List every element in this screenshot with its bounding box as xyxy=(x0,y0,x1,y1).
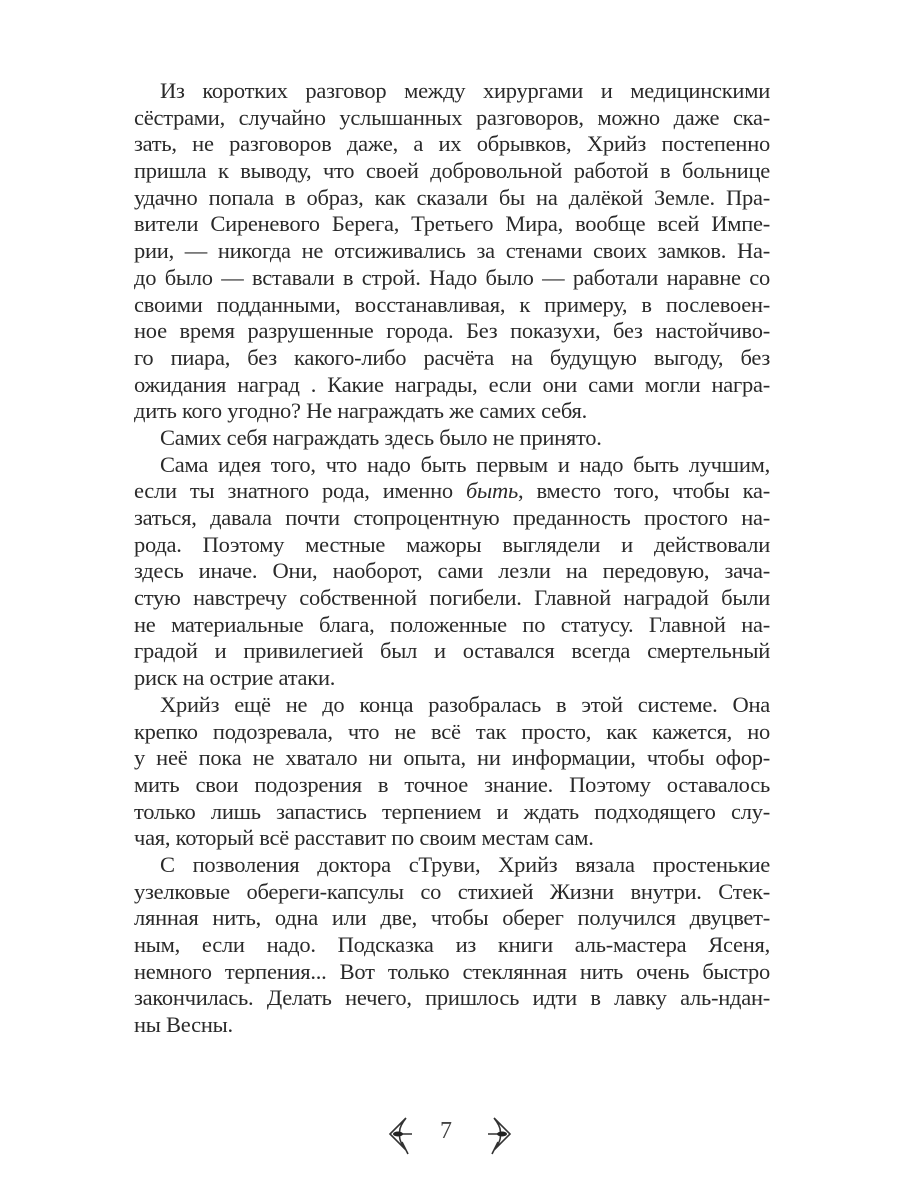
text-line: только лишь запастись терпением и ждать подходящего слу- xyxy=(134,798,770,824)
text-line: не материальные блага, положенные по статусу. Главной на- xyxy=(134,611,770,637)
text-line: крепко подозревала, что не всё так просто, как кажется, но xyxy=(134,718,770,744)
text-line: заться, давала почти стопроцентную преданность простого на- xyxy=(134,505,770,530)
page-number: 7 xyxy=(440,1118,452,1144)
text-line: зать, не разговоров даже, а их обрывков, Хрийз постепенно xyxy=(134,131,770,157)
text-line: С позволения доктора сТруви, Хрийз вязала простенькие xyxy=(160,851,770,877)
text-line: своими подданными, восстанавливая, к примеру, в послевоен- xyxy=(134,291,770,317)
text-line: стую навстречу собственной погибели. Главной наградой были xyxy=(134,585,770,611)
text-line: до было — вставали в строй. Надо было — работали наравне со xyxy=(134,264,770,290)
text-line: немного терпения... Вот только стеклянная нить очень быстро xyxy=(134,958,770,984)
text-line: ны Весны. xyxy=(134,1012,233,1038)
text-line: ным, если надо. Подсказка из книги аль-мастера Ясеня, xyxy=(134,932,770,957)
text-line: го пиара, без какого-либо расчёта на будущую выгоду, без xyxy=(134,344,770,370)
text-line: сёстрами, случайно услышанных разговоров, можно даже ска- xyxy=(134,104,770,130)
text-line: вители Сиреневого Берега, Третьего Мира, вообще всей Импе- xyxy=(134,211,770,237)
text-line: риск на острие атаки. xyxy=(134,665,336,691)
text-line: ное время разрушенные города. Без показухи, без настойчиво- xyxy=(134,318,770,344)
text-line: градой и привилегией был и оставался всегда смертельный xyxy=(134,638,770,664)
emphasis: быть xyxy=(465,478,519,504)
text-line: мить свои подозрения в точное знание. Поэтому оставалось xyxy=(134,771,770,797)
text-line: Самих себя награждать здесь было не принято. xyxy=(160,424,602,450)
text-line: пришла к выводу, что своей добровольной работой в больнице xyxy=(134,158,770,184)
text-line: лянная нить, одна или две, чтобы оберег получился двуцвет- xyxy=(134,905,770,931)
text-line: Сама идея того, что надо быть первым и надо быть лучшим, xyxy=(160,451,770,477)
text-line: узелковые обереги-капсулы со стихией Жизни внутри. Стек- xyxy=(134,878,770,904)
page-footer xyxy=(0,1116,900,1156)
page-body-text xyxy=(134,78,770,1039)
text-line: чая, который всё расставит по своим местам сам. xyxy=(134,825,594,851)
text-line: рода. Поэтому местные мажоры выглядели и действовали xyxy=(134,531,770,557)
text-line: Из коротких разговор между хирургами и медицинскими xyxy=(160,78,770,103)
text-line: дить кого угодно? Не награждать же самих себя. xyxy=(134,398,588,424)
text-line: удачно попала в образ, как сказали бы на далёкой Земле. Пра- xyxy=(134,184,770,210)
text-line: ожидания наград . Какие награды, если они сами могли награ- xyxy=(134,371,770,397)
ornament-left-icon xyxy=(386,1116,414,1156)
text-line: закончилась. Делать нечего, пришлось идти в лавку аль-ндан- xyxy=(134,985,770,1011)
text-line: здесь иначе. Они, наоборот, сами лезли на передовую, зача- xyxy=(134,558,770,584)
text-line: Хрийз ещё не до конца разобралась в этой системе. Она xyxy=(160,691,770,717)
text-line: если ты знатного рода, именно быть, вместо того, чтобы ка- xyxy=(134,478,770,504)
text-line: рии, — никогда не отсиживались за стенами своих замков. На- xyxy=(134,238,770,264)
text-line: у неё пока не хватало ни опыта, ни информации, чтобы офор- xyxy=(134,745,770,771)
ornament-right-icon xyxy=(486,1116,514,1156)
